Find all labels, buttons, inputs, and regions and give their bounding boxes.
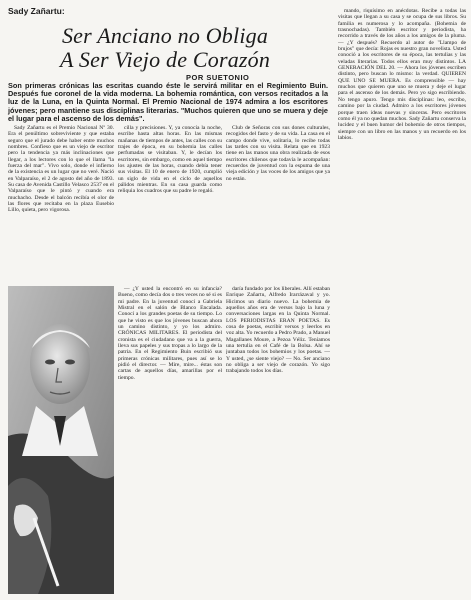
headline-line-1: Ser Anciano no Obliga bbox=[61, 23, 269, 48]
byline: Sady Zañartu: bbox=[8, 6, 65, 16]
column-text: Sady Zañartu es el Premio Nacional Nº 30. Era el penúltimo sobreviviente y que estaba seguro que el jurado debe haber entre muchos nombres. Confieso que es un viejo de escritor pero la tendencia ya más inclinaciones que llegar, a los lectores con lo que el llama "la fuerza del mar". Vivo solo, donde el infierno de la existencia es un lugar que no veré. Nació en Valparaíso, el 2 de agosto del año de 1893. Su casa de Avenida Castillo Velasco 2537 en el Valparaíso que le pintó y cuando era muchacho. Desde el balcón recibía el olor de las flores que recitaba en la plaza Eusebio Lillo, quieta, pero vigorosa. bbox=[8, 125, 114, 214]
portrait-illustration bbox=[8, 286, 114, 594]
column-text: — ¿Y usted la encontró en su infancia? Bueno, como decía dos o tres veces no sé si es mi padre. En la juventud conocí a Gabriela Mistral en el salón de Blanco Encalada. Conocí a los grandes poetas de su tiempo. Lo que he visto es que los jóvenes buscan ahora un camino distinto, y yo los admiro. CRÓNICAS MILITARES. El periodista del cronista es el ciudadano que va a la guerra, lleva sus papeles y sus tropas a lo largo de la patria. En el Regimiento Buin escribió sus primeras crónicas militares, pues así se lo pidió el director. — Mire, mire... éstas son cartas de aquellos días, amarillas por el tiempo. bbox=[118, 286, 222, 381]
column-text: Club de Señoras con sus dones culturales, recogidos del fasto y de su vida. La casa en el campo donde vive, solitaria, lo recibe todas las tardes con su visita. Relata que en 1923 tiene en las manos una obra realizada de esos escritores chilenos que todavía le acompañan: recuerdos de juventud con la espuma de una vieja edición y las voces de los amigos que ya no están. bbox=[226, 125, 330, 182]
lede-paragraph: Son primeras crónicas las escritas cuando éste le servirá militar en el Regimiento Buin. Después fue coronel de la vida moderna. La bohemia romántica, con versos recitados a la luz de la Luna, en la Quinta Normal. El Premio Nacional de 1974 admira a los escritores jóvenes; pero mantiene sus disciplinas literarias. "Muchos quieren que uno se muera y deje el lugar para el ascenso de los demás". bbox=[8, 81, 328, 123]
column-text: daría fundado por los liberales. Allí estaban Enrique Zañartu, Alfredo Irarrázaval y yo. Hicimos un diario nuevo. La bohemia de aquellos años era de versos bajo la luna y conversaciones largas en la Quinta Normal. LOS PERIODISTAS ERAN POETAS. Es cosa de poetas, escribir versos y leerlos en voz alta. Yo recuerdo a Pedro Prado, a Manuel Magallanes Moure, a Pezoa Véliz. Teníamos una tertulia en el Café de la Bolsa. Ahí se juntaban todos los bohemios y los poetas. — Y usted, ¿se siente viejo? — No. Ser anciano no obliga a ser viejo de corazón. Yo sigo trabajando todos los días. bbox=[226, 286, 330, 375]
article-column-3 bbox=[226, 125, 330, 283]
article-column-2 bbox=[118, 125, 222, 283]
article-column-3-lower bbox=[226, 286, 330, 594]
column-text: mando, riquísimo en anécdotas. Recibe a todas las visitas que llegan a su casa y se ocupa de sus libros. Su familia es numerosa y lo acompaña. (Bohemia de trasnochadas). También escritor y periodista, ha recorrido a través de los años a los amigos de la pluma. — ¿Y después? Recuerdo al autor de "Llampo de brujos" que decía: Rojas es nuestro gran novelista. Usted conoció a los escritores de su época, las tertulias y las veladas literarias. Todos ellos eran muy distintos. LA GENERACIÓN DEL 20. — Ahora los jóvenes escriben distinto, pero buscan lo mismo: la verdad. QUIEREN QUE UNO SE MUERA. Es comprensible — hay muchos que quieren que uno se muera y deje el lugar para el ascenso de los demás. Pero yo sigo escribiendo. No tengo apuro. Tengo mis disciplinas: leo, escribo, camino por la ciudad. Admiro a los escritores jóvenes porque traen ideas nuevas y sinceras. Pero escritores como él ya no quedan muchos. Sady Zañartu conserva la lucidez y el buen humor del bohemio de otros tiempos, siempre con un libro en las manos y un recuerdo en los labios. bbox=[338, 8, 466, 141]
article-column-2-lower bbox=[118, 286, 222, 594]
portrait-photo bbox=[8, 286, 114, 594]
column-text: cilla y precisiones. Y, ya conocía la noche, escribe hasta altas horas. En las mismas mañanas de tiempos de antes, las calles con su trajes de época, en su bohemia las calles perfumadas se visitaban. Y, le decían los escritores, sin embargo, como en aquel tiempo los ajustes de las horas, cuando debía tener sus visitas. El 10 de enero de 1920, cumplió un siglo de vida en el ciclo de aquellos pálidos mientras. En su casa guarda como reliquia los cuadros que su padre le regaló. bbox=[118, 125, 222, 195]
article-column-1 bbox=[8, 125, 114, 283]
article-column-4 bbox=[338, 8, 466, 594]
headline-line-2: A Ser Viejo de Corazón bbox=[59, 47, 271, 72]
author-credit: POR SUETONIO bbox=[186, 73, 250, 82]
